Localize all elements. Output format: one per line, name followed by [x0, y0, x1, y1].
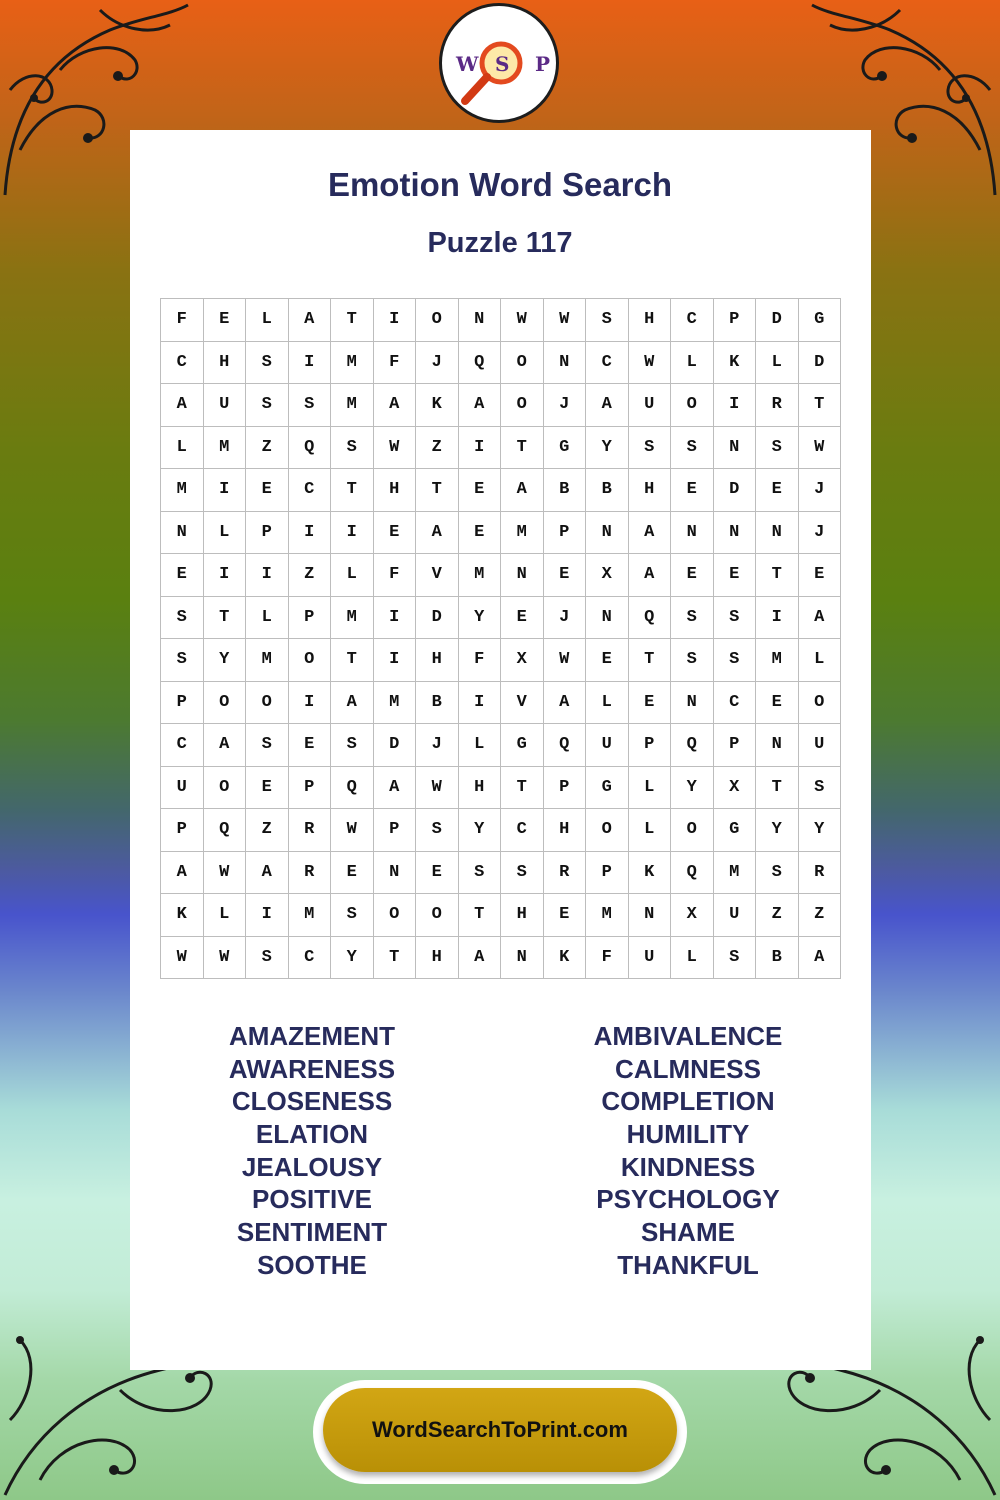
grid-cell[interactable]: Q: [671, 724, 714, 767]
grid-cell[interactable]: A: [416, 512, 459, 555]
grid-cell[interactable]: Y: [459, 597, 502, 640]
grid-cell[interactable]: T: [331, 469, 374, 512]
grid-cell[interactable]: O: [416, 299, 459, 342]
grid-cell[interactable]: P: [714, 724, 757, 767]
grid-cell[interactable]: P: [714, 299, 757, 342]
grid-cell[interactable]: K: [416, 384, 459, 427]
grid-cell[interactable]: E: [756, 682, 799, 725]
grid-cell[interactable]: I: [756, 597, 799, 640]
grid-cell[interactable]: P: [289, 767, 332, 810]
grid-cell[interactable]: O: [246, 682, 289, 725]
grid-cell[interactable]: C: [501, 809, 544, 852]
search-word: SHAME: [641, 1217, 735, 1248]
grid-cell[interactable]: S: [246, 937, 289, 980]
grid-cell[interactable]: W: [629, 342, 672, 385]
grid-cell[interactable]: A: [204, 724, 247, 767]
grid-cell[interactable]: F: [586, 937, 629, 980]
grid-cell[interactable]: E: [501, 597, 544, 640]
grid-cell[interactable]: J: [544, 597, 587, 640]
grid-cell[interactable]: J: [416, 724, 459, 767]
search-word: POSITIVE: [252, 1184, 372, 1215]
grid-cell[interactable]: T: [756, 767, 799, 810]
grid-cell[interactable]: U: [799, 724, 842, 767]
grid-cell[interactable]: V: [501, 682, 544, 725]
grid-cell[interactable]: E: [416, 852, 459, 895]
grid-cell[interactable]: O: [671, 809, 714, 852]
grid-cell[interactable]: N: [161, 512, 204, 555]
grid-cell[interactable]: C: [289, 469, 332, 512]
grid-cell[interactable]: N: [586, 597, 629, 640]
search-word: PSYCHOLOGY: [596, 1184, 780, 1215]
grid-cell[interactable]: X: [501, 639, 544, 682]
grid-cell[interactable]: N: [501, 554, 544, 597]
grid-cell[interactable]: C: [671, 299, 714, 342]
grid-cell[interactable]: G: [714, 809, 757, 852]
grid-cell[interactable]: W: [161, 937, 204, 980]
grid-cell[interactable]: T: [501, 427, 544, 470]
grid-cell[interactable]: M: [289, 894, 332, 937]
grid-cell[interactable]: S: [799, 767, 842, 810]
grid-cell[interactable]: S: [246, 724, 289, 767]
grid-cell[interactable]: O: [671, 384, 714, 427]
search-word: KINDNESS: [620, 1151, 756, 1182]
grid-cell[interactable]: W: [799, 427, 842, 470]
search-word: SOOTHE: [257, 1249, 367, 1280]
search-word: ELATION: [255, 1119, 369, 1150]
grid-cell[interactable]: M: [246, 639, 289, 682]
grid-cell[interactable]: L: [629, 767, 672, 810]
grid-cell[interactable]: M: [756, 639, 799, 682]
grid-cell[interactable]: P: [586, 852, 629, 895]
grid-cell[interactable]: R: [756, 384, 799, 427]
grid-cell[interactable]: C: [161, 724, 204, 767]
grid-cell[interactable]: Z: [246, 809, 289, 852]
grid-cell[interactable]: M: [331, 384, 374, 427]
grid-cell[interactable]: W: [501, 299, 544, 342]
grid-cell[interactable]: E: [289, 724, 332, 767]
grid-cell[interactable]: A: [459, 937, 502, 980]
grid-cell[interactable]: X: [586, 554, 629, 597]
grid-cell[interactable]: Y: [204, 639, 247, 682]
grid-cell[interactable]: G: [586, 767, 629, 810]
grid-cell[interactable]: R: [544, 852, 587, 895]
grid-cell[interactable]: G: [799, 299, 842, 342]
grid-cell[interactable]: H: [204, 342, 247, 385]
grid-cell[interactable]: S: [246, 384, 289, 427]
grid-cell[interactable]: B: [756, 937, 799, 980]
grid-cell[interactable]: E: [756, 469, 799, 512]
grid-cell[interactable]: E: [374, 512, 417, 555]
grid-cell[interactable]: S: [756, 852, 799, 895]
grid-cell[interactable]: I: [289, 342, 332, 385]
grid-cell[interactable]: G: [544, 427, 587, 470]
grid-cell[interactable]: N: [586, 512, 629, 555]
grid-cell[interactable]: S: [586, 299, 629, 342]
grid-cell[interactable]: T: [204, 597, 247, 640]
site-link-button[interactable]: [313, 1380, 687, 1484]
search-word: AMAZEMENT: [228, 1021, 396, 1051]
grid-cell[interactable]: Q: [289, 427, 332, 470]
grid-cell[interactable]: K: [161, 894, 204, 937]
letter-grid: [160, 298, 841, 979]
grid-cell[interactable]: N: [629, 894, 672, 937]
grid-cell[interactable]: L: [671, 937, 714, 980]
grid-cell[interactable]: Y: [799, 809, 842, 852]
grid-cell[interactable]: N: [714, 427, 757, 470]
grid-cell[interactable]: K: [544, 937, 587, 980]
search-word: SENTIMENT: [236, 1217, 388, 1248]
grid-cell[interactable]: O: [586, 809, 629, 852]
grid-cell[interactable]: L: [671, 342, 714, 385]
grid-cell[interactable]: V: [416, 554, 459, 597]
grid-cell[interactable]: Y: [586, 427, 629, 470]
puzzle-number: Puzzle 117: [427, 227, 573, 259]
grid-cell[interactable]: O: [501, 342, 544, 385]
grid-cell[interactable]: A: [799, 937, 842, 980]
grid-cell[interactable]: I: [289, 512, 332, 555]
grid-cell[interactable]: N: [459, 299, 502, 342]
grid-cell[interactable]: S: [756, 427, 799, 470]
grid-cell[interactable]: E: [586, 639, 629, 682]
grid-cell[interactable]: I: [374, 639, 417, 682]
grid-cell[interactable]: O: [289, 639, 332, 682]
search-word: HUMILITY: [626, 1119, 750, 1150]
grid-cell[interactable]: T: [416, 469, 459, 512]
grid-cell[interactable]: Q: [544, 724, 587, 767]
grid-cell[interactable]: S: [416, 809, 459, 852]
grid-cell[interactable]: L: [246, 299, 289, 342]
grid-cell[interactable]: N: [756, 512, 799, 555]
grid-cell[interactable]: T: [501, 767, 544, 810]
grid-cell[interactable]: A: [544, 682, 587, 725]
grid-cell[interactable]: U: [629, 384, 672, 427]
grid-cell[interactable]: L: [586, 682, 629, 725]
grid-cell[interactable]: H: [459, 767, 502, 810]
grid-cell[interactable]: H: [629, 299, 672, 342]
grid-cell[interactable]: N: [671, 682, 714, 725]
grid-cell[interactable]: S: [331, 724, 374, 767]
grid-cell[interactable]: S: [714, 639, 757, 682]
search-word: AMBIVALENCE: [593, 1021, 783, 1051]
grid-cell[interactable]: M: [204, 427, 247, 470]
grid-cell[interactable]: Q: [459, 342, 502, 385]
grid-cell[interactable]: E: [204, 299, 247, 342]
grid-cell[interactable]: L: [204, 512, 247, 555]
grid-cell[interactable]: C: [586, 342, 629, 385]
grid-cell[interactable]: D: [416, 597, 459, 640]
grid-cell[interactable]: W: [331, 809, 374, 852]
grid-cell[interactable]: H: [501, 894, 544, 937]
site-logo[interactable]: [439, 3, 559, 123]
grid-cell[interactable]: L: [246, 597, 289, 640]
grid-cell[interactable]: N: [714, 512, 757, 555]
grid-cell[interactable]: M: [331, 597, 374, 640]
grid-cell[interactable]: K: [629, 852, 672, 895]
search-word: AWARENESS: [228, 1053, 396, 1084]
grid-cell[interactable]: T: [756, 554, 799, 597]
grid-cell[interactable]: P: [374, 809, 417, 852]
grid-cell[interactable]: I: [374, 597, 417, 640]
grid-cell[interactable]: P: [289, 597, 332, 640]
grid-cell[interactable]: P: [629, 724, 672, 767]
grid-cell[interactable]: M: [714, 852, 757, 895]
grid-cell[interactable]: E: [161, 554, 204, 597]
grid-cell[interactable]: Q: [331, 767, 374, 810]
grid-cell[interactable]: N: [374, 852, 417, 895]
grid-cell[interactable]: S: [501, 852, 544, 895]
grid-cell[interactable]: E: [331, 852, 374, 895]
grid-cell[interactable]: T: [331, 639, 374, 682]
grid-cell[interactable]: O: [204, 767, 247, 810]
grid-cell[interactable]: X: [671, 894, 714, 937]
grid-cell[interactable]: I: [204, 469, 247, 512]
grid-cell[interactable]: I: [459, 682, 502, 725]
grid-cell[interactable]: W: [544, 299, 587, 342]
grid-cell[interactable]: I: [714, 384, 757, 427]
grid-cell[interactable]: K: [714, 342, 757, 385]
grid-cell[interactable]: I: [459, 427, 502, 470]
grid-cell[interactable]: M: [374, 682, 417, 725]
grid-cell[interactable]: A: [246, 852, 289, 895]
grid-cell[interactable]: T: [459, 894, 502, 937]
grid-cell[interactable]: P: [161, 809, 204, 852]
grid-cell[interactable]: Q: [629, 597, 672, 640]
grid-cell[interactable]: A: [459, 384, 502, 427]
search-word: CALMNESS: [615, 1053, 761, 1084]
grid-cell[interactable]: S: [714, 937, 757, 980]
grid-cell[interactable]: L: [629, 809, 672, 852]
grid-cell[interactable]: E: [671, 469, 714, 512]
grid-cell[interactable]: E: [629, 682, 672, 725]
grid-cell[interactable]: C: [161, 342, 204, 385]
grid-cell[interactable]: S: [331, 427, 374, 470]
grid-cell[interactable]: R: [289, 852, 332, 895]
grid-cell[interactable]: E: [544, 554, 587, 597]
word-list-right: [518, 1020, 858, 1282]
grid-cell[interactable]: Z: [416, 427, 459, 470]
grid-cell[interactable]: S: [671, 597, 714, 640]
grid-cell[interactable]: L: [161, 427, 204, 470]
grid-cell[interactable]: I: [246, 554, 289, 597]
grid-cell[interactable]: H: [374, 469, 417, 512]
grid-cell[interactable]: N: [501, 937, 544, 980]
grid-cell[interactable]: E: [799, 554, 842, 597]
grid-cell[interactable]: J: [799, 512, 842, 555]
grid-cell[interactable]: E: [714, 554, 757, 597]
grid-cell[interactable]: T: [331, 299, 374, 342]
logo-letter-p: P: [535, 52, 551, 76]
grid-cell[interactable]: I: [204, 554, 247, 597]
grid-cell[interactable]: J: [799, 469, 842, 512]
grid-cell[interactable]: P: [544, 767, 587, 810]
grid-cell[interactable]: W: [544, 639, 587, 682]
search-word: CLOSENESS: [231, 1086, 393, 1117]
search-word: THANKFUL: [617, 1249, 759, 1280]
grid-cell[interactable]: E: [459, 512, 502, 555]
grid-cell[interactable]: U: [629, 937, 672, 980]
grid-cell[interactable]: W: [204, 937, 247, 980]
grid-cell[interactable]: M: [161, 469, 204, 512]
grid-cell[interactable]: Y: [671, 767, 714, 810]
grid-cell[interactable]: A: [331, 682, 374, 725]
grid-cell[interactable]: O: [501, 384, 544, 427]
grid-cell[interactable]: F: [374, 554, 417, 597]
grid-cell[interactable]: D: [714, 469, 757, 512]
grid-cell[interactable]: Z: [246, 427, 289, 470]
grid-cell[interactable]: A: [501, 469, 544, 512]
grid-cell[interactable]: S: [161, 639, 204, 682]
grid-cell[interactable]: M: [501, 512, 544, 555]
grid-cell[interactable]: Z: [799, 894, 842, 937]
grid-cell[interactable]: D: [756, 299, 799, 342]
grid-cell[interactable]: A: [161, 852, 204, 895]
grid-cell[interactable]: Y: [331, 937, 374, 980]
grid-cell[interactable]: F: [459, 639, 502, 682]
grid-cell[interactable]: A: [289, 299, 332, 342]
grid-cell[interactable]: X: [714, 767, 757, 810]
grid-cell[interactable]: A: [374, 384, 417, 427]
grid-cell[interactable]: L: [756, 342, 799, 385]
search-word: JEALOUSY: [241, 1151, 383, 1182]
grid-cell[interactable]: T: [374, 937, 417, 980]
grid-cell[interactable]: A: [161, 384, 204, 427]
grid-cell[interactable]: B: [544, 469, 587, 512]
grid-cell[interactable]: J: [544, 384, 587, 427]
grid-cell[interactable]: J: [416, 342, 459, 385]
grid-cell[interactable]: U: [161, 767, 204, 810]
grid-cell[interactable]: M: [586, 894, 629, 937]
grid-cell[interactable]: H: [416, 639, 459, 682]
grid-cell[interactable]: Q: [671, 852, 714, 895]
grid-cell[interactable]: E: [459, 469, 502, 512]
grid-cell[interactable]: Y: [756, 809, 799, 852]
grid-cell[interactable]: B: [586, 469, 629, 512]
grid-cell[interactable]: S: [161, 597, 204, 640]
grid-cell[interactable]: F: [374, 342, 417, 385]
grid-cell[interactable]: N: [671, 512, 714, 555]
grid-cell[interactable]: A: [374, 767, 417, 810]
grid-cell[interactable]: D: [799, 342, 842, 385]
grid-cell[interactable]: S: [331, 894, 374, 937]
grid-cell[interactable]: E: [246, 767, 289, 810]
grid-cell[interactable]: S: [246, 342, 289, 385]
grid-cell[interactable]: U: [204, 384, 247, 427]
grid-cell[interactable]: W: [204, 852, 247, 895]
grid-cell[interactable]: T: [629, 639, 672, 682]
grid-cell[interactable]: L: [459, 724, 502, 767]
grid-cell[interactable]: I: [374, 299, 417, 342]
logo-letter-w: W: [456, 52, 479, 76]
grid-cell[interactable]: S: [714, 597, 757, 640]
grid-cell[interactable]: C: [289, 937, 332, 980]
grid-cell[interactable]: U: [586, 724, 629, 767]
grid-cell[interactable]: S: [671, 639, 714, 682]
grid-cell[interactable]: G: [501, 724, 544, 767]
grid-cell[interactable]: Q: [204, 809, 247, 852]
grid-cell[interactable]: O: [374, 894, 417, 937]
grid-cell[interactable]: B: [416, 682, 459, 725]
grid-cell[interactable]: W: [416, 767, 459, 810]
grid-cell[interactable]: S: [459, 852, 502, 895]
grid-cell[interactable]: P: [544, 512, 587, 555]
grid-cell[interactable]: C: [714, 682, 757, 725]
grid-cell[interactable]: W: [374, 427, 417, 470]
grid-cell[interactable]: L: [331, 554, 374, 597]
word-list-left: [142, 1020, 482, 1282]
grid-cell[interactable]: Y: [459, 809, 502, 852]
page-title: Emotion Word Search: [327, 166, 673, 203]
grid-cell[interactable]: A: [629, 512, 672, 555]
grid-cell[interactable]: H: [629, 469, 672, 512]
grid-cell[interactable]: A: [799, 597, 842, 640]
grid-cell[interactable]: P: [246, 512, 289, 555]
grid-cell[interactable]: R: [799, 852, 842, 895]
grid-cell[interactable]: O: [799, 682, 842, 725]
grid-cell[interactable]: I: [289, 682, 332, 725]
grid-cell[interactable]: M: [331, 342, 374, 385]
grid-cell[interactable]: N: [756, 724, 799, 767]
grid-cell[interactable]: Z: [756, 894, 799, 937]
grid-cell[interactable]: H: [544, 809, 587, 852]
grid-cell[interactable]: I: [331, 512, 374, 555]
grid-cell[interactable]: R: [289, 809, 332, 852]
grid-cell[interactable]: A: [586, 384, 629, 427]
grid-cell[interactable]: D: [374, 724, 417, 767]
grid-cell[interactable]: U: [714, 894, 757, 937]
grid-cell[interactable]: I: [246, 894, 289, 937]
grid-cell[interactable]: S: [671, 427, 714, 470]
grid-cell[interactable]: A: [629, 554, 672, 597]
grid-cell[interactable]: E: [544, 894, 587, 937]
grid-cell[interactable]: T: [799, 384, 842, 427]
site-link-label: WordSearchToPrint.com: [323, 1388, 677, 1472]
grid-cell[interactable]: M: [459, 554, 502, 597]
grid-cell[interactable]: E: [246, 469, 289, 512]
grid-cell[interactable]: H: [416, 937, 459, 980]
grid-cell[interactable]: L: [799, 639, 842, 682]
grid-cell[interactable]: O: [204, 682, 247, 725]
grid-cell[interactable]: S: [289, 384, 332, 427]
grid-cell[interactable]: O: [416, 894, 459, 937]
grid-cell[interactable]: E: [671, 554, 714, 597]
search-word: COMPLETION: [601, 1086, 775, 1117]
grid-cell[interactable]: P: [161, 682, 204, 725]
grid-cell[interactable]: L: [204, 894, 247, 937]
grid-cell[interactable]: N: [544, 342, 587, 385]
grid-cell[interactable]: F: [161, 299, 204, 342]
grid-cell[interactable]: Z: [289, 554, 332, 597]
grid-cell[interactable]: S: [629, 427, 672, 470]
logo-letter-s: S: [495, 52, 510, 76]
